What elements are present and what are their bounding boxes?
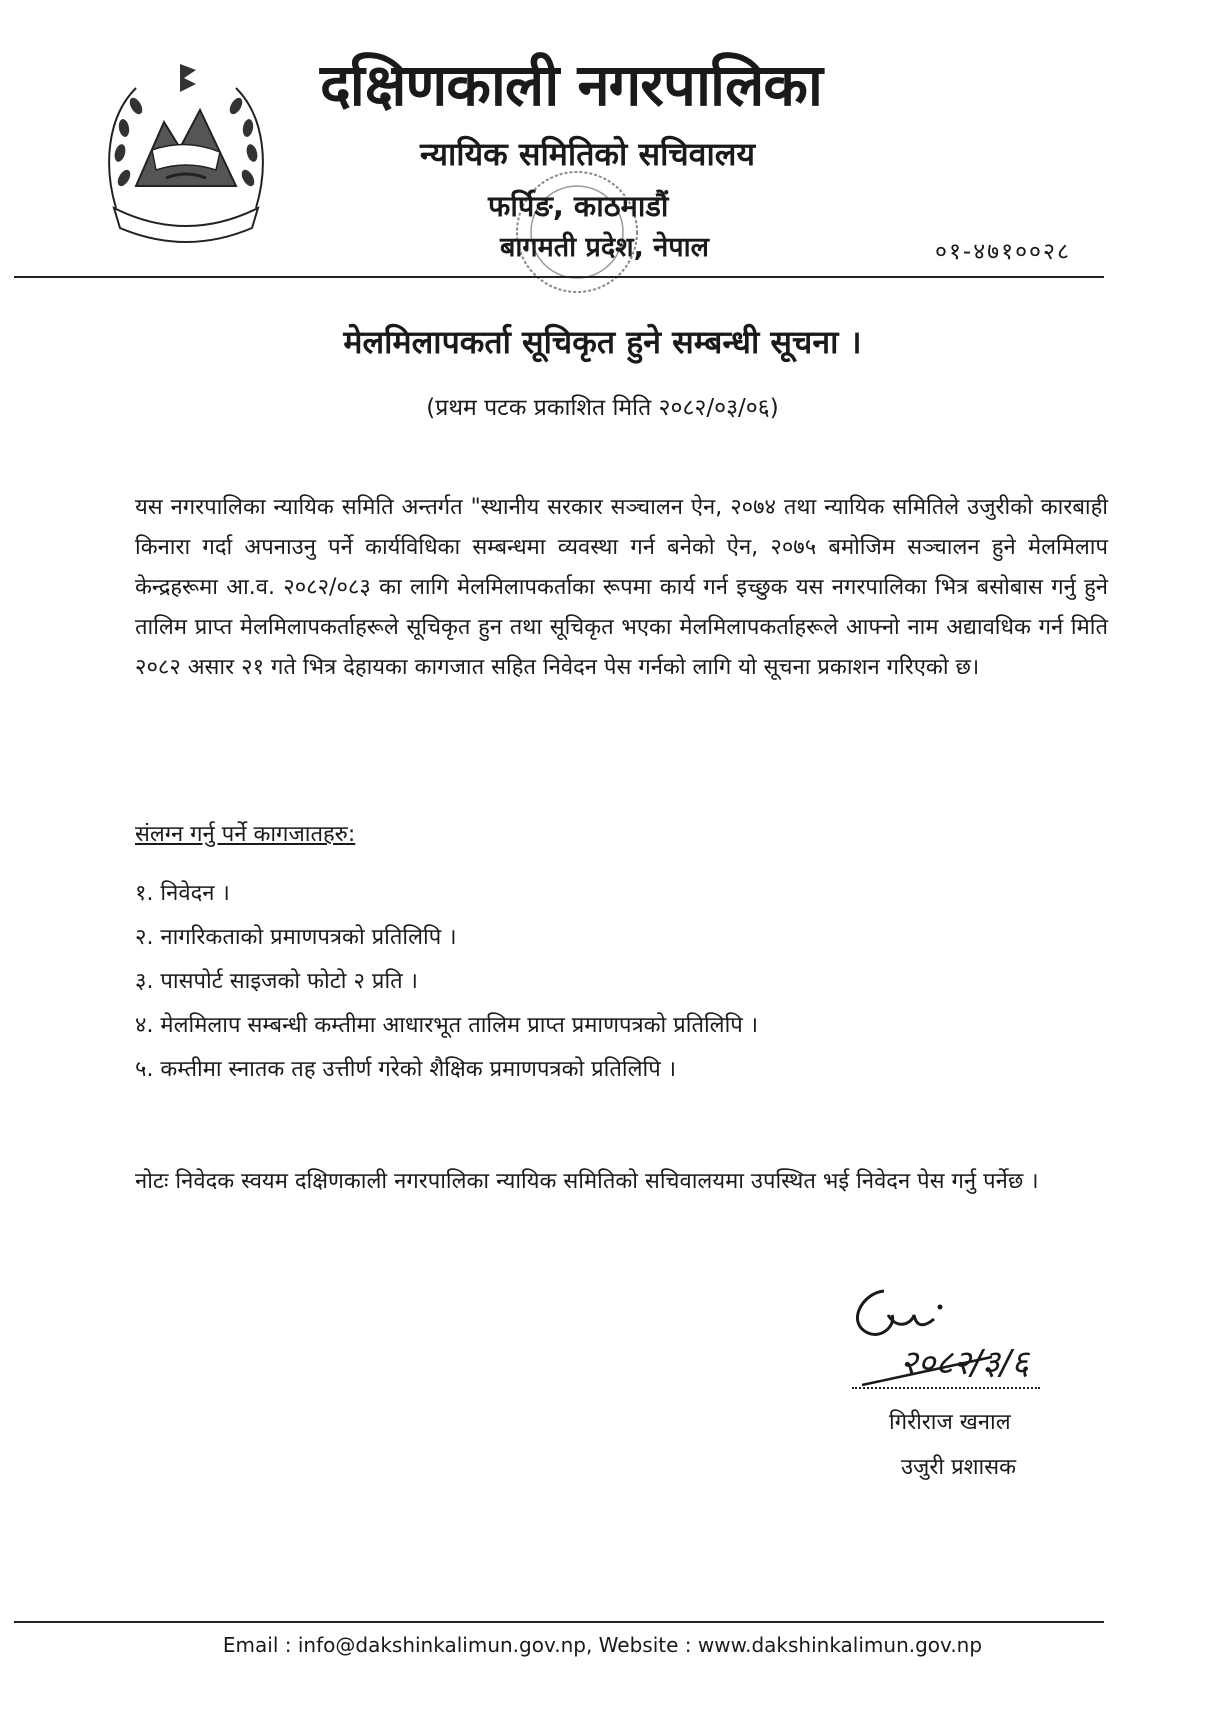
address-line-1: फर्पिङ, काठमाडौं <box>488 189 669 223</box>
list-item: ५. कम्तीमा स्नातक तह उत्तीर्ण गरेको शैक्षिक प्रमाणपत्रको प्रतिलिपि । <box>135 1057 677 1082</box>
list-item: ४. मेलमिलाप सम्बन्धी कम्तीमा आधारभूत तालिम प्राप्त प्रमाणपत्रको प्रतिलिपि । <box>135 1013 759 1038</box>
attachments-list <box>135 872 758 1092</box>
note: नोटः निवेदक स्वयम दक्षिणकाली नगरपालिका न्यायिक समितिको सचिवालयमा उपस्थित भई निवेदन पेस गर्नु पर्नेछ । <box>135 1169 1039 1194</box>
header-divider <box>14 276 1104 278</box>
address-line-2: बागमती प्रदेश, नेपाल <box>500 232 709 263</box>
office-name: न्यायिक समितिको सचिवालय <box>420 135 756 173</box>
signature-line <box>852 1387 1040 1389</box>
signatory-designation: उजुरी प्रशासक <box>901 1455 1017 1480</box>
notice-title: मेलमिलापकर्ता सूचिकृत हुने सम्बन्धी सूचना । <box>343 323 862 361</box>
phone-number: ०१-४७१००२८ <box>935 239 1071 265</box>
attachments-heading: संलग्न गर्नु पर्ने कागजातहरु: <box>135 822 356 847</box>
published-date: (प्रथम पटक प्रकाशित मिति २०८२/०३/०६) <box>426 395 779 421</box>
notice-body: यस नगरपालिका न्यायिक समिति अन्तर्गत "स्थानीय सरकार सञ्चालन ऐन, २०७४ तथा न्यायिक समितिले उजुरीको कारबाही किनारा गर्दा अपनाउनु पर्ने कार्यविधिका सम्बन्धमा व्यवस्था गर्न बनेको ऐन, २०७५ बमोजिम सञ्चालन हुने मेलमिलाप केन्द्रहरूमा आ.व. २०८२/०८३ का लागि मेलमिलापकर्ताका रूपमा कार्य गर्न इच्छुक यस नगरपालिका भित्र बसोबास गर्नु हुने तालिम प्राप्त मेलमिलापकर्ताहरूले सूचिकृत हुन तथा सूचिकृत भएका मेलमिलापकर्ताहरूले आफ्नो नाम अद्यावधिक गर्न मिति २०८२ असार २१ गते भित्र देहायका कागजात सहित निवेदन पेस गर्नको लागि यो सूचना प्रकाशन गरिएको छ। <box>135 495 1108 680</box>
signature-date: २०८२/३/६ <box>900 1343 1029 1383</box>
footer-contact: Email : info@dakshinkalimun.gov.np, Website : www.dakshinkalimun.gov.np <box>222 1633 983 1657</box>
nepal-government-emblem-icon <box>96 58 276 248</box>
footer-divider <box>14 1621 1104 1623</box>
list-item: ३. पासपोर्ट साइजको फोटो २ प्रति । <box>135 969 419 994</box>
signatory-name: गिरीराज खनाल <box>889 1410 1011 1435</box>
list-item: २. नागरिकताको प्रमाणपत्रको प्रतिलिपि । <box>135 925 457 950</box>
organization-name: दक्षिणकाली नगरपालिका <box>320 51 822 119</box>
list-item: १. निवेदन । <box>135 881 230 906</box>
